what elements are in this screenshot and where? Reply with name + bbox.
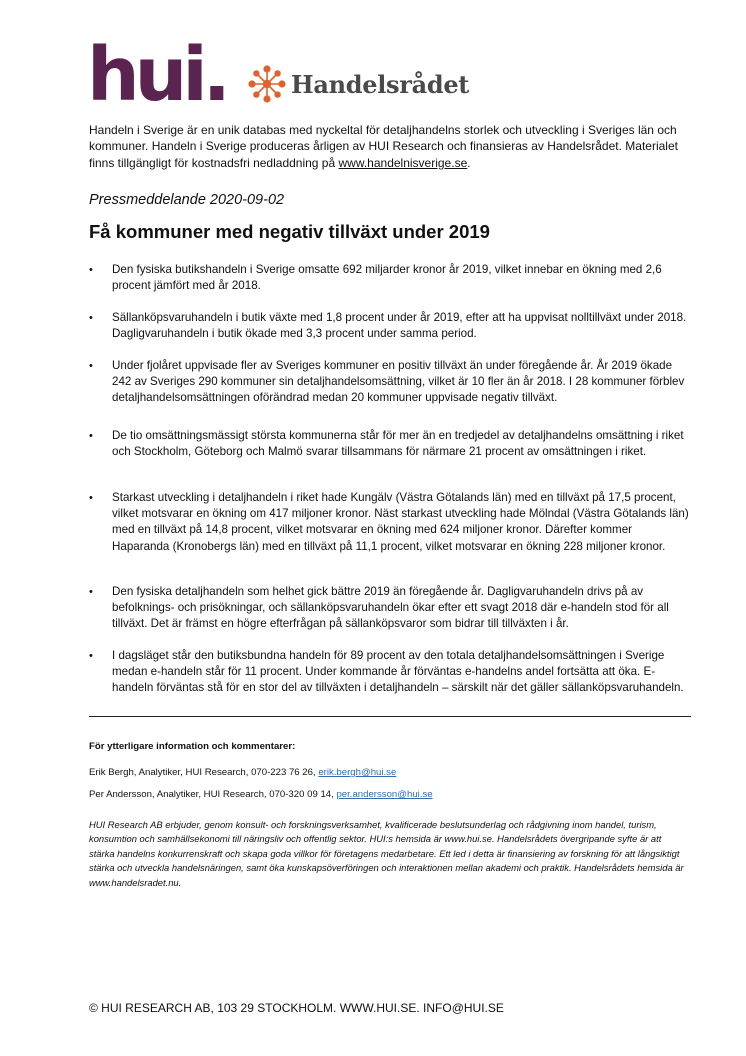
list-item	[89, 262, 689, 294]
bullet-text: De tio omsättningsmässigt största kommunerna står för mer än en tredjedel av detaljhandelns omsättning i riket och Stockholm, Göteborg och Malmö svarar tillsammans för närmare 21 procent av omsättningen i riket.	[112, 429, 684, 459]
intro-text: Handeln i Sverige är en unik databas med nyckeltal för detaljhandelns storlek och utveckling i Sveriges län och kommuner. Handeln i Sverige produceras årligen av HUI Research och finansieras av Handelsrådet. Materialet finns tillgängligt för kostnadsfri nedladdning på	[89, 123, 678, 170]
bullet-icon: •	[89, 586, 93, 598]
release-date: Pressmeddelande 2020-09-02	[89, 192, 285, 208]
bullet-text: Starkast utveckling i detaljhandeln i riket hade Kungälv (Västra Götalands län) med en tillväxt på 17,5 procent, vilket motsvarar en ökning om 417 miljoner kronor. Näst starkast utveckling hade Mölndal (Västra Götalands län) med en tillväxt på 14,8 procent, vilket motsvarar en ökning med 624 miljoner kronor. Därefter kommer Haparanda (Kronobergs län) med en tillväxt på 11,1 procent, vilket motsvarar en ökning 228 miljoner kronor.	[112, 491, 689, 553]
bullet-text: Den fysiska detaljhandeln som helhet gick bättre 2019 än föregående år. Dagligvaruhandeln drivs på av befolknings- och prisökningar, och sällanköpsvaruhandeln ökar efter ett svagt 2018 där e-handeln stod för all tillväxt. Det är främst en högre efterfrågan på sällanköpsvaror som bidrar till tillväxten i år.	[112, 585, 669, 631]
more-info-heading: För ytterligare information och kommentarer:	[89, 741, 296, 752]
list-item	[89, 648, 689, 697]
contact-text: Erik Bergh, Analytiker, HUI Research, 070-223 76 26,	[89, 767, 319, 778]
contact-erik-bergh	[89, 767, 396, 778]
bullet-icon: •	[89, 264, 93, 276]
handelnisverige-link[interactable]: www.handelnisverige.se	[338, 155, 468, 170]
handelsradet-mark-icon	[247, 64, 287, 104]
bullet-text: Under fjolåret uppvisade fler av Sveriges kommuner en positiv tillväxt än under föregående år. År 2019 ökade 242 av Sveriges 290 kommuner sin detaljhandelsomsättning, vilket är 10 fler än år 2018. I 28 kommuner förblev detaljhandelsomsättningen oförändrad medan 20 kommuner uppvisade negativ tillväxt.	[112, 359, 685, 405]
bullet-text: Den fysiska butikshandeln i Sverige omsatte 692 miljarder kronor år 2019, vilket innebar en ökning med 2,6 procent jämfört med år 2018.	[112, 263, 662, 293]
list-item	[89, 310, 689, 342]
about-paragraph: HUI Research AB erbjuder, genom konsult- och forskningsverksamhet, kvalificerade beslutsunderlag och rådgivning inom handel, turism, konsumtion och samhällsekonomi till näringsliv och offentlig sektor. HUI:s hemsida är www.hui.se. Handelsrådets övergripande syfte är att stärka handelns konkurrenskraft och skapa goda villkor för företagens medarbetare. Ett led i detta är finansiering av forskning för att långsiktigt stärka och utveckla handelsnäringen, samt öka kunskapsöverföringen och interaktionen mellan akademi och praktik. Handelsrådets hemsida är www.handelsradet.nu.	[89, 819, 684, 888]
contact-text: Per Andersson, Analytiker, HUI Research, 070-320 09 14,	[89, 789, 337, 800]
email-link-erik-bergh[interactable]: erik.bergh@hui.se	[318, 767, 397, 778]
header-logos	[87, 32, 507, 118]
list-item	[89, 358, 689, 407]
list-item	[89, 428, 689, 460]
headline: Få kommuner med negativ tillväxt under 2019	[89, 221, 490, 242]
email-link-per-andersson[interactable]: per.andersson@hui.se	[336, 789, 433, 800]
handelsradet-logo	[247, 64, 469, 104]
bullet-icon: •	[89, 430, 93, 442]
bullet-icon: •	[89, 492, 93, 504]
intro-end: .	[467, 155, 471, 170]
section-divider	[89, 716, 691, 717]
bullet-text: Sällanköpsvaruhandeln i butik växte med 1,8 procent under år 2019, efter att ha uppvisat nolltillväxt under 2018. Dagligvaruhandeln i butik ökade med 3,3 procent under samma period.	[112, 311, 687, 341]
bullet-icon: •	[89, 650, 93, 662]
bullet-text: I dagsläget står den butiksbundna handeln för 89 procent av den totala detaljhandelsomsättningen i Sverige medan e-handeln står för 11 procent. Under kommande år förväntas e-handelns andel fortsätta att öka. E-handeln förväntas stå för en stor del av tillväxten i detaljhandeln – särskilt när det gäller sällanköpsvaruhandeln.	[112, 649, 684, 695]
list-item	[89, 490, 689, 555]
bullet-icon: •	[89, 312, 93, 324]
bullet-icon: •	[89, 360, 93, 372]
hui-logo: hui.	[87, 32, 226, 118]
list-item	[89, 584, 689, 633]
intro-paragraph	[89, 122, 689, 171]
contact-per-andersson	[89, 789, 433, 800]
footer-address: © HUI RESEARCH AB, 103 29 STOCKHOLM. WWW.HUI.SE. INFO@HUI.SE	[89, 1001, 504, 1015]
handelsradet-wordmark: Handelsrådet	[291, 69, 470, 99]
